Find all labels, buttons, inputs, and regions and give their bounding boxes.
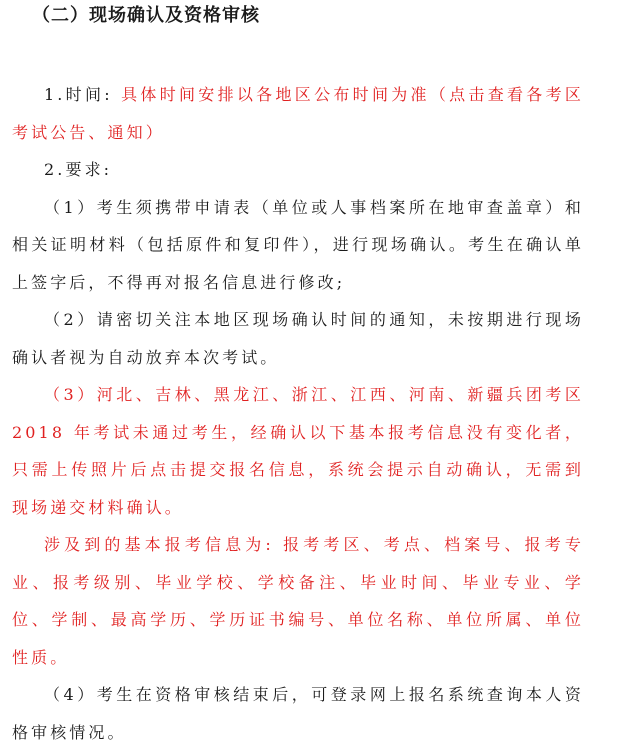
requirement-1: （1）考生须携带申请表（单位或人事档案所在地审查盖章）和相关证明材料（包括原件和复印件），进行现场确认。考生在确认单上签字后，不得再对报名信息进行修改; [12, 197, 584, 292]
requirement-4: （4）考生在资格审核结束后，可登录网上报名系统查询本人资格审核情况。 [12, 685, 584, 742]
time-label: 1.时间: [44, 85, 122, 104]
time-text: 具体时间安排以各地区公布时间为准（点击查看各考区考试公告、通知） [12, 85, 584, 142]
requirements-label: 2.要求: [44, 160, 113, 179]
requirement-2: （2）请密切关注本地区现场确认时间的通知，未按期进行现场确认者视为自动放弃本次考试。 [12, 310, 584, 367]
document-body [12, 76, 584, 751]
section-heading: （二）现场确认及资格审核 [32, 5, 260, 26]
time-paragraph [12, 76, 584, 151]
requirement-3: （3）河北、吉林、黑龙江、浙江、江西、河南、新疆兵团考区2018 年考试未通过考生，经确认以下基本报考信息没有变化者，只需上传照片后点击提交报名信息，系统会提示自动确认，无需到现场递交材料确认。 [12, 385, 584, 517]
basic-info-paragraph: 涉及到的基本报考信息为: 报考考区、考点、档案号、报考专业、报考级别、毕业学校、学校备注、毕业时间、毕业专业、学位、学制、最高学历、学历证书编号、单位名称、单位所属、单位性质。 [12, 535, 584, 667]
